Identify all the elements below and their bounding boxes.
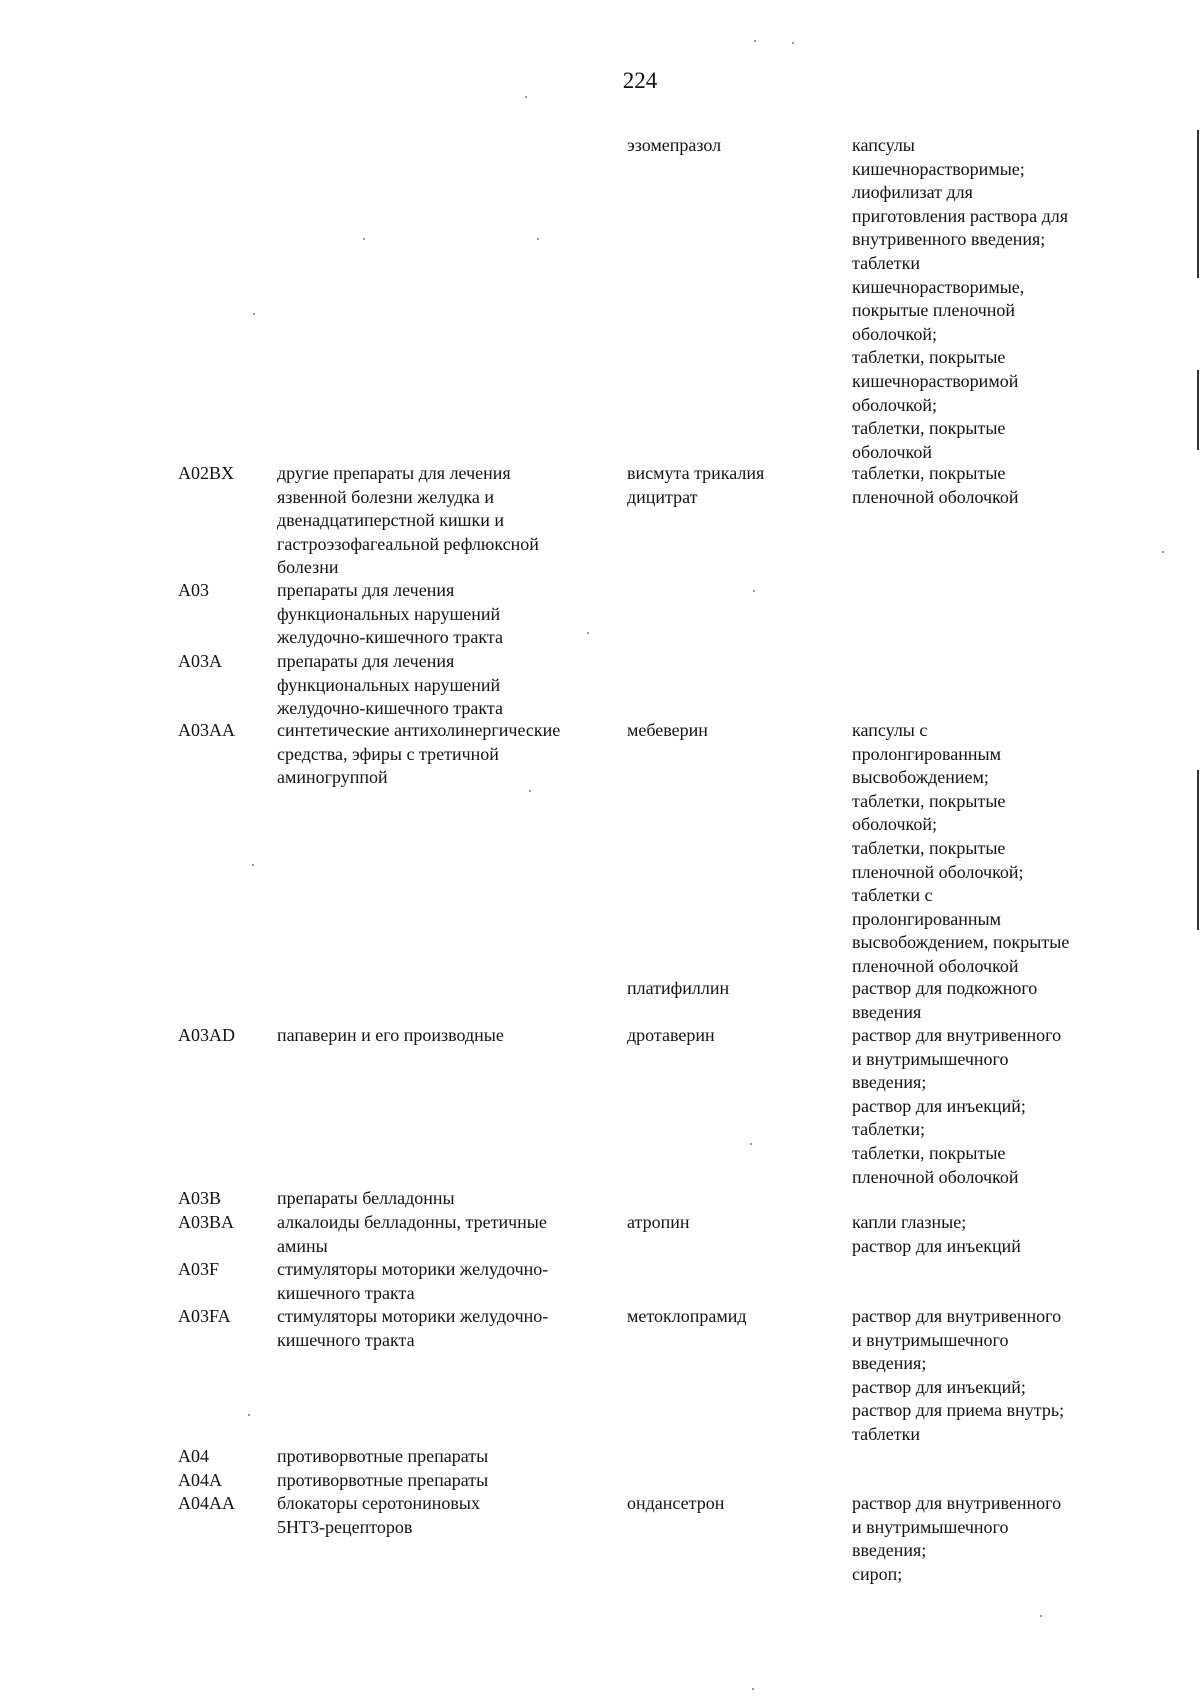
drug-name: атропин (627, 1212, 690, 1232)
group-description: стимуляторы моторики желудочно- кишечного тракта (277, 1306, 549, 1350)
atc-code: A03F (178, 1259, 220, 1279)
drug-name: мебеверин (627, 720, 708, 740)
atc-code: A04AA (178, 1493, 235, 1513)
scan-speck (525, 96, 527, 98)
atc-code: A03AD (178, 1025, 235, 1045)
atc-code: A04 (178, 1446, 209, 1466)
scan-speck (1162, 551, 1164, 553)
scan-speck (753, 590, 755, 592)
group-description: стимуляторы моторики желудочно- кишечного тракта (277, 1259, 549, 1303)
drug-name: метоклопрамид (627, 1306, 747, 1326)
group-description: блокаторы серотониновых 5HT3-рецепторов (277, 1493, 480, 1537)
page-number: 224 (622, 68, 658, 93)
scan-speck (1040, 1615, 1042, 1617)
scan-edge-line (1197, 770, 1199, 930)
group-description: противорвотные препараты (277, 1446, 489, 1466)
group-description: препараты для лечения функциональных нарушений желудочно-кишечного тракта (277, 580, 503, 648)
group-description: папаверин и его производные (277, 1025, 504, 1045)
dosage-forms: капсулы кишечнорастворимые; лиофилизат для приготовления раствора для внутривенного введения; таблетки кишечнорастворимые, покрытые пленочной оболочкой; таблетки, покрытые кишечнорастворимой оболочкой; таблетки, покрытые оболочкой (852, 135, 1068, 462)
group-description: препараты для лечения функциональных нарушений желудочно-кишечного тракта (277, 651, 503, 719)
drug-name: висмута трикалия дицитрат (627, 463, 765, 507)
group-description: алкалоиды белладонны, третичные амины (277, 1212, 547, 1256)
group-description: другие препараты для лечения язвенной болезни желудка и двенадцатиперстной кишки и гастроэзофагеальной рефлюксной болезни (277, 463, 539, 578)
atc-code: A02BX (178, 463, 235, 483)
dosage-forms: раствор для внутривенного и внутримышечного введения; раствор для инъекций; раствор для приема внутрь; таблетки (852, 1306, 1065, 1444)
dosage-forms: раствор для внутривенного и внутримышечного введения; раствор для инъекций; таблетки; таблетки, покрытые пленочной оболочкой (852, 1025, 1062, 1187)
scan-speck (587, 632, 589, 634)
scan-speck (537, 238, 539, 240)
scan-speck (792, 42, 794, 44)
scan-speck (529, 790, 531, 792)
atc-code: A03AA (178, 720, 235, 740)
atc-code: A04A (178, 1470, 222, 1490)
scan-speck (750, 1143, 752, 1145)
atc-code: A03BA (178, 1212, 235, 1232)
drug-name: ондансетрон (627, 1493, 725, 1513)
drug-name: дротаверин (627, 1025, 715, 1045)
dosage-forms: раствор для подкожного введения (852, 978, 1038, 1022)
scan-speck (248, 1414, 250, 1416)
group-description: препараты белладонны (277, 1188, 455, 1208)
group-description: противорвотные препараты (277, 1470, 489, 1490)
dosage-forms: капсулы с пролонгированным высвобождением; таблетки, покрытые оболочкой; таблетки, покрытые пленочной оболочкой; таблетки с пролонгированным высвобождением, покрытые пленочной оболочкой (852, 720, 1070, 976)
scan-speck (252, 864, 254, 866)
atc-code: A03 (178, 580, 209, 600)
scan-speck (363, 238, 365, 240)
dosage-forms: таблетки, покрытые пленочной оболочкой (852, 463, 1019, 507)
scan-edge-line (1197, 370, 1199, 450)
atc-code: A03A (178, 651, 222, 671)
scan-speck (754, 40, 756, 42)
dosage-forms: капли глазные; раствор для инъекций (852, 1212, 1021, 1256)
dosage-forms: раствор для внутривенного и внутримышечного введения; сироп; (852, 1493, 1062, 1584)
drug-name: эзомепразол (627, 135, 722, 155)
atc-code: A03B (178, 1188, 222, 1208)
scan-speck (253, 313, 255, 315)
drug-name: платифиллин (627, 978, 730, 998)
scan-edge-line (1197, 130, 1199, 278)
atc-code: A03FA (178, 1306, 231, 1326)
scan-speck (752, 1688, 754, 1690)
group-description: синтетические антихолинергические средства, эфиры с третичной аминогруппой (277, 720, 561, 788)
